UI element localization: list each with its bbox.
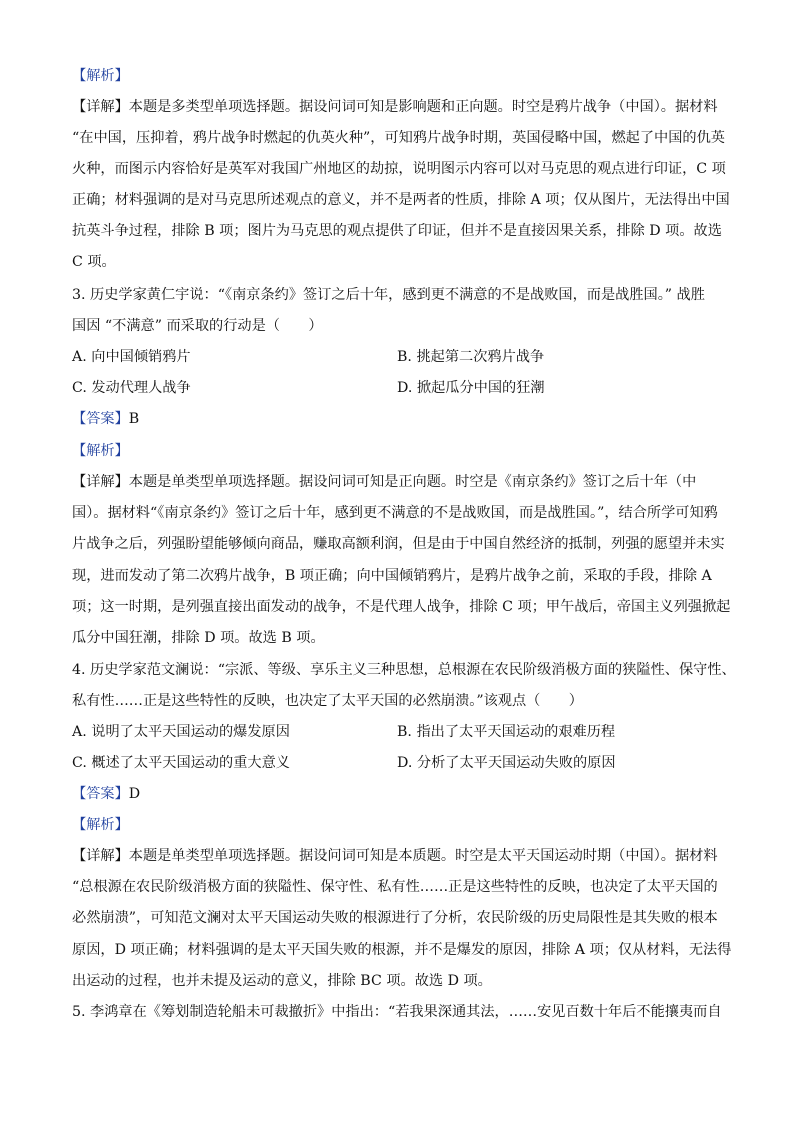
- q4-stem-line: 4. 历史学家范文澜说：“宗派、等级、享乐主义三种思想，总根源在农民阶级消极方面的狭隘性、保守性、: [72, 662, 736, 678]
- q3-detail-line: 片战争之后，列强盼望能够倾向商品，赚取高额利润，但是由于中国自然经济的抵制，列强的愿望并未实: [72, 536, 725, 552]
- q2-detail-line: 正确；材料强调的是对马克思所述观点的意义，并不是两者的性质，排除 A 项；仅从图片，无法得出中国: [72, 192, 730, 208]
- q2-detail-line: 火种，而图示内容恰好是英军对我国广州地区的劫掠，说明图示内容可以对马克思的观点进行印证，C 项: [72, 161, 726, 177]
- q2-detail-line: 抗英斗争过程，排除 B 项；图片为马克思的观点提供了印证，但并不是直接因果关系，排除 D 项。故选: [72, 223, 722, 239]
- q3-option-d: D. 掀起瓜分中国的狂潮: [397, 380, 545, 396]
- q3-detail-line: 项；这一时期，是列强直接出面发动的战争，不是代理人战争，排除 C 项；甲午战后，帝国主义列强掀起: [72, 599, 731, 615]
- q3-option-b: B. 挑起第二次鸦片战争: [397, 349, 545, 365]
- q3-stem-line: 国因 “不满意” 而采取的行动是（ ）: [72, 318, 323, 334]
- q2-detail-line: “在中国，压抑着，鸦片战争时燃起的仇英火种”，可知鸦片战争时期，英国侵略中国，燃起了中国的仇英: [72, 130, 725, 146]
- q3-answer-value: B: [128, 411, 140, 427]
- q4-option-d: D. 分析了太平天国运动失败的原因: [397, 755, 616, 771]
- q3-detail-line: 现，进而发动了第二次鸦片战争，B 项正确；向中国倾销鸦片，是鸦片战争之前，采取的手段，排除 A: [72, 568, 712, 584]
- q3-stem-line: 3. 历史学家黄仁宇说：“《南京条约》签订之后十年，感到更不满意的不是战败国，而是战胜国。” 战胜: [72, 287, 705, 303]
- q5-stem-line: 5. 李鸿章在《筹划制造轮船未可裁撤折》中指出：“若我果深通其法，……安见百数十年后不能攘夷而自: [72, 1004, 722, 1020]
- q3-option-a: A. 向中国倾销鸦片: [72, 349, 191, 365]
- q3-detail-line: 瓜分中国狂潮，排除 D 项。故选 B 项。: [72, 630, 325, 646]
- q3-detail-line: 【详解】本题是单类型单项选择题。据设问词可知是正向题。时空是《南京条约》签订之后十年（中: [72, 474, 697, 490]
- q4-detail-line: 出运动的过程，也并未提及运动的意义，排除 BC 项。故选 D 项。: [72, 973, 492, 989]
- q4-answer-value: D: [128, 786, 141, 802]
- q4-answer-row: [72, 784, 140, 804]
- q3-detail-line: 国）。据材料“《南京条约》签订之后十年，感到更不满意的不是战败国，而是战胜国。”，结合所学可知鸦: [72, 505, 718, 521]
- q3-analysis-tag: 【解析】: [72, 443, 129, 459]
- q4-detail-line: 必然崩溃”，可知范文澜对太平天国运动失败的根源进行了分析，农民阶级的历史局限性是其失败的根本: [72, 910, 718, 926]
- q4-option-b: B. 指出了太平天国运动的艰难历程: [397, 724, 616, 740]
- q4-detail-line: “总根源在农民阶级消极方面的狭隘性、保守性、私有性……正是这些特性的反映，也决定了太平天国的: [72, 879, 718, 895]
- q2-detail-line: 【详解】本题是多类型单项选择题。据设问词可知是影响题和正向题。时空是鸦片战争（中国）。据材料: [72, 99, 718, 115]
- q2-detail-line: C 项。: [72, 254, 116, 270]
- q3-option-c: C. 发动代理人战争: [72, 380, 191, 396]
- q4-detail-line: 原因，D 项正确；材料强调的是太平天国失败的根源，并不是爆发的原因，排除 A 项；仅从材料，无法得: [72, 942, 732, 958]
- q4-detail-line: 【详解】本题是单类型单项选择题。据设问词可知是本质题。时空是太平天国运动时期（中国）。据材料: [72, 848, 718, 864]
- q3-answer-row: [72, 409, 139, 429]
- q4-option-a: A. 说明了太平天国运动的爆发原因: [72, 724, 290, 740]
- q4-analysis-tag: 【解析】: [72, 817, 129, 833]
- q2-analysis-tag: 【解析】: [72, 68, 129, 84]
- q4-option-c: C. 概述了太平天国运动的重大意义: [72, 755, 290, 771]
- q4-answer-tag: 【答案】: [72, 786, 129, 802]
- q3-answer-tag: 【答案】: [72, 411, 129, 427]
- q4-stem-line: 私有性……正是这些特性的反映，也决定了太平天国的必然崩溃。”该观点（ ）: [72, 693, 583, 709]
